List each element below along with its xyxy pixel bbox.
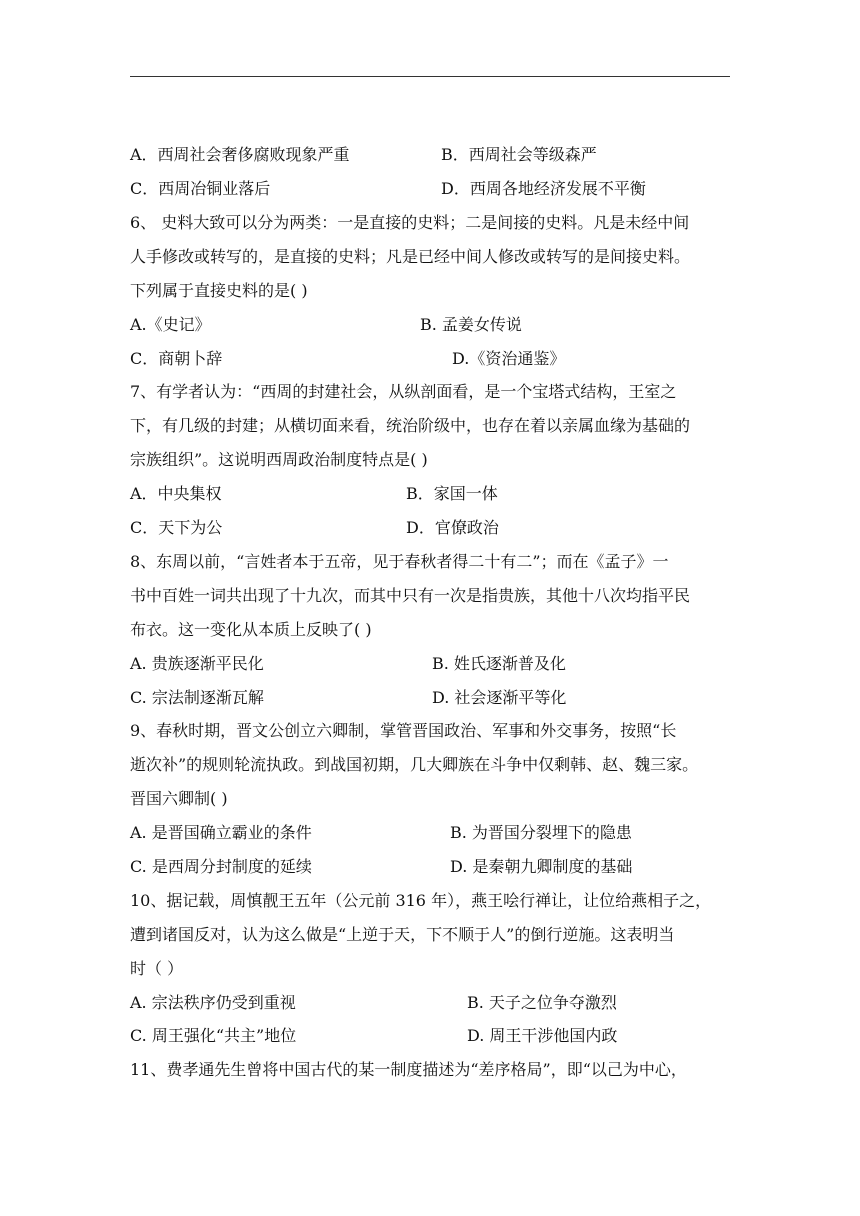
q7-option-d: D．官僚政治 xyxy=(406,518,499,537)
q10-stem-line-3: 时（ ） xyxy=(130,959,184,978)
q9-stem-line-3: 晋国六卿制( ) xyxy=(130,789,228,808)
q9-option-c: C. 是西周分封制度的延续 xyxy=(130,857,312,876)
q10-stem-line-1: 10、据记载，周慎靓王五年（公元前 316 年），燕王哙行禅让，让位给燕相子之， xyxy=(130,891,712,910)
q8-stem-line-3: 布衣。这一变化从本质上反映了( ) xyxy=(130,620,372,639)
q8-option-a: A. 贵族逐渐平民化 xyxy=(130,654,264,673)
header-rule xyxy=(130,76,730,77)
q6-option-a: A.《史记》 xyxy=(130,315,211,334)
q10-stem-line-2: 遭到诸国反对，认为这么做是“上逆于天，下不顺于人”的倒行逆施。这表明当 xyxy=(130,925,675,944)
q9-option-d: D. 是秦朝九卿制度的基础 xyxy=(450,857,633,876)
q6-option-c: C．商朝卜辞 xyxy=(130,349,223,368)
q5-option-c: C．西周冶铜业落后 xyxy=(130,179,271,198)
q10-option-d: D. 周王干涉他国内政 xyxy=(467,1026,618,1045)
q6-stem-line-3: 下列属于直接史料的是( ) xyxy=(130,281,308,300)
q6-option-b: B. 孟姜女传说 xyxy=(420,315,522,334)
q8-option-d: D. 社会逐渐平等化 xyxy=(432,688,567,707)
q9-option-a: A. 是晋国确立霸业的条件 xyxy=(130,823,312,842)
q5-option-b: B．西周社会等级森严 xyxy=(441,145,597,164)
q7-stem-line-2: 下，有几级的封建；从横切面来看，统治阶级中，也存在着以亲属血缘为基础的 xyxy=(130,416,691,435)
q5-option-d: D．西周各地经济发展不平衡 xyxy=(441,179,646,198)
q8-option-b: B. 姓氏逐渐普及化 xyxy=(432,654,566,673)
q9-stem-line-1: 9、春秋时期，晋文公创立六卿制，掌管晋国政治、军事和外交事务，按照“长 xyxy=(130,721,677,740)
q9-option-b: B. 为晋国分裂埋下的隐患 xyxy=(450,823,632,842)
q10-option-b: B. 天子之位争夺激烈 xyxy=(467,993,617,1012)
q8-option-c: C. 宗法制逐渐瓦解 xyxy=(130,688,264,707)
q7-option-a: A．中央集权 xyxy=(130,484,222,503)
q6-option-d: D.《资治通鉴》 xyxy=(452,349,566,368)
q5-option-a: A．西周社会奢侈腐败现象严重 xyxy=(130,145,350,164)
q10-option-a: A. 宗法秩序仍受到重视 xyxy=(130,993,296,1012)
q6-stem-line-1: 6、 史料大致可以分为两类：一是直接的史料；二是间接的史料。凡是未经中间 xyxy=(130,213,690,232)
q8-stem-line-1: 8、东周以前，“言姓者本于五帝，见于春秋者得二十有二”；而在《孟子》一 xyxy=(130,552,669,571)
q7-stem-line-1: 7、有学者认为：“西周的封建社会，从纵剖面看，是一个宝塔式结构，王室之 xyxy=(130,382,677,401)
q7-stem-line-3: 宗族组织”。这说明西周政治制度特点是( ) xyxy=(130,450,428,469)
q9-stem-line-2: 逝次补”的规则轮流执政。到战国初期，几大卿族在斗争中仅剩韩、赵、魏三家。 xyxy=(130,755,699,774)
q6-stem-line-2: 人手修改或转写的，是直接的史料；凡是已经中间人修改或转写的是间接史料。 xyxy=(130,247,691,266)
q8-stem-line-2: 书中百姓一词共出现了十九次，而其中只有一次是指贵族，其他十八次均指平民 xyxy=(130,586,691,605)
q11-stem-line-1: 11、费孝通先生曾将中国古代的某一制度描述为“差序格局”，即“以己为中心， xyxy=(130,1060,687,1079)
q7-option-b: B．家国一体 xyxy=(406,484,498,503)
q10-option-c: C. 周王强化“共主”地位 xyxy=(130,1026,297,1045)
q7-option-c: C．天下为公 xyxy=(130,518,223,537)
